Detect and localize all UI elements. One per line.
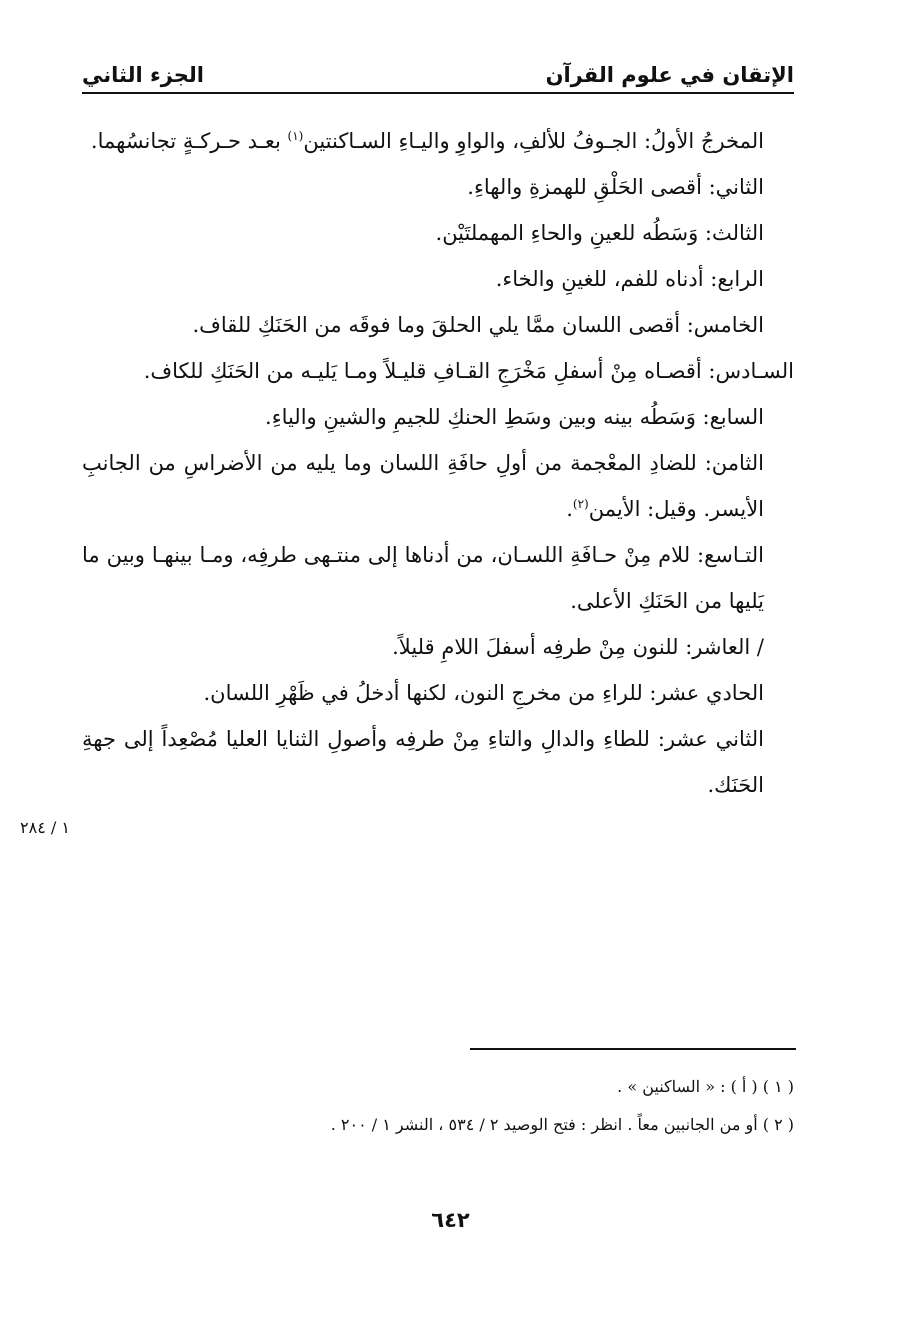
- paragraph-text: السابع: وَسَطُه بينه وبين وسَطِ الحنكِ للجيمِ والشينِ والياءِ.: [265, 405, 764, 429]
- paragraph-2: [82, 164, 794, 210]
- paragraph-text: الخامس: أقصى اللسان ممَّا يلي الحلقَ وما فوقَه من الحَنَكِ للقاف.: [192, 313, 764, 337]
- paragraph-1: [82, 118, 794, 164]
- page-number: ٦٤٢: [431, 1208, 470, 1232]
- paragraph-text: الثامن: للضادِ المعْجمة من أولِ حافَةِ اللسان وما يليه من الأضراسِ من الجانبِ الأيسر. وقيل: الأيمن: [82, 451, 764, 521]
- paragraph-5: [82, 302, 794, 348]
- paragraph-6: [82, 348, 794, 394]
- paragraph-text: الثاني عشر: للطاءِ والدالِ والتاءِ مِنْ طرفِه وأصولِ الثنايا العليا مُصْعِداً إلى جهةِ الحَنَك.: [82, 727, 764, 797]
- paragraph-tail: .: [566, 497, 573, 521]
- paragraph-9: [82, 532, 794, 624]
- footnote-1: ( ١ ) ( أ ) : « الساكنين » .: [617, 1077, 794, 1096]
- paragraph-11: [82, 670, 794, 716]
- footnote-ref[interactable]: (١): [287, 129, 304, 143]
- footnote-2: ( ٢ ) أو من الجانبين معاً . انظر : فتح الوصيد ٢ / ٥٣٤ ، النشر ١ / ٢٠٠ .: [330, 1115, 794, 1134]
- main-text: [82, 118, 794, 808]
- paragraph-text: التـاسع: للام مِنْ حـافَةِ اللسـان، من أدناها إلى منتـهى طرفِه، ومـا بينهـا وبين ما يَليها من الحَنَكِ الأعلى.: [82, 543, 764, 613]
- part-title: الجزء الثاني: [82, 63, 205, 87]
- paragraph-text: الرابع: أدناه للفم، للغينِ والخاء.: [495, 267, 764, 291]
- book-title: الإتقان في علوم القرآن: [545, 63, 794, 87]
- footnotes: [82, 1068, 794, 1144]
- paragraph-8: [82, 440, 794, 532]
- margin-reference: ١ / ٢٨٤: [20, 818, 70, 837]
- paragraph-text: / العاشر: للنون مِنْ طرفِه أسفلَ اللامِ قليلاً.: [392, 635, 764, 659]
- paragraph-4: [82, 256, 794, 302]
- paragraph-text: السـادس: أقصـاه مِنْ أسفلِ مَخْرَجِ القـافِ قليـلاً ومـا يَليـه من الحَنَكِ للكاف.: [143, 359, 794, 383]
- paragraph-text: الثاني: أقصى الحَلْقِ للهمزةِ والهاءِ.: [467, 175, 764, 199]
- paragraph-12: [82, 716, 794, 808]
- paragraph-3: [82, 210, 794, 256]
- paragraph-text: الثالث: وَسَطُه للعينِ والحاءِ المهملتَيْن.: [435, 221, 764, 245]
- footnote-divider: [470, 1048, 796, 1050]
- running-header: [82, 50, 794, 94]
- paragraph-tail: بعـد حـركـةٍ تجانسُهما.: [90, 129, 288, 153]
- paragraph-10: [82, 624, 794, 670]
- paragraph-7: [82, 394, 794, 440]
- footnote-ref[interactable]: (٢): [572, 497, 589, 511]
- paragraph-text: المخرجُ الأولُ: الجـوفُ للألفِ، والواوِ واليـاءِ السـاكنتين: [303, 129, 764, 153]
- paragraph-text: الحادي عشر: للراءِ من مخرجِ النون، لكنها أدخلُ في ظَهْرِ اللسان.: [203, 681, 764, 705]
